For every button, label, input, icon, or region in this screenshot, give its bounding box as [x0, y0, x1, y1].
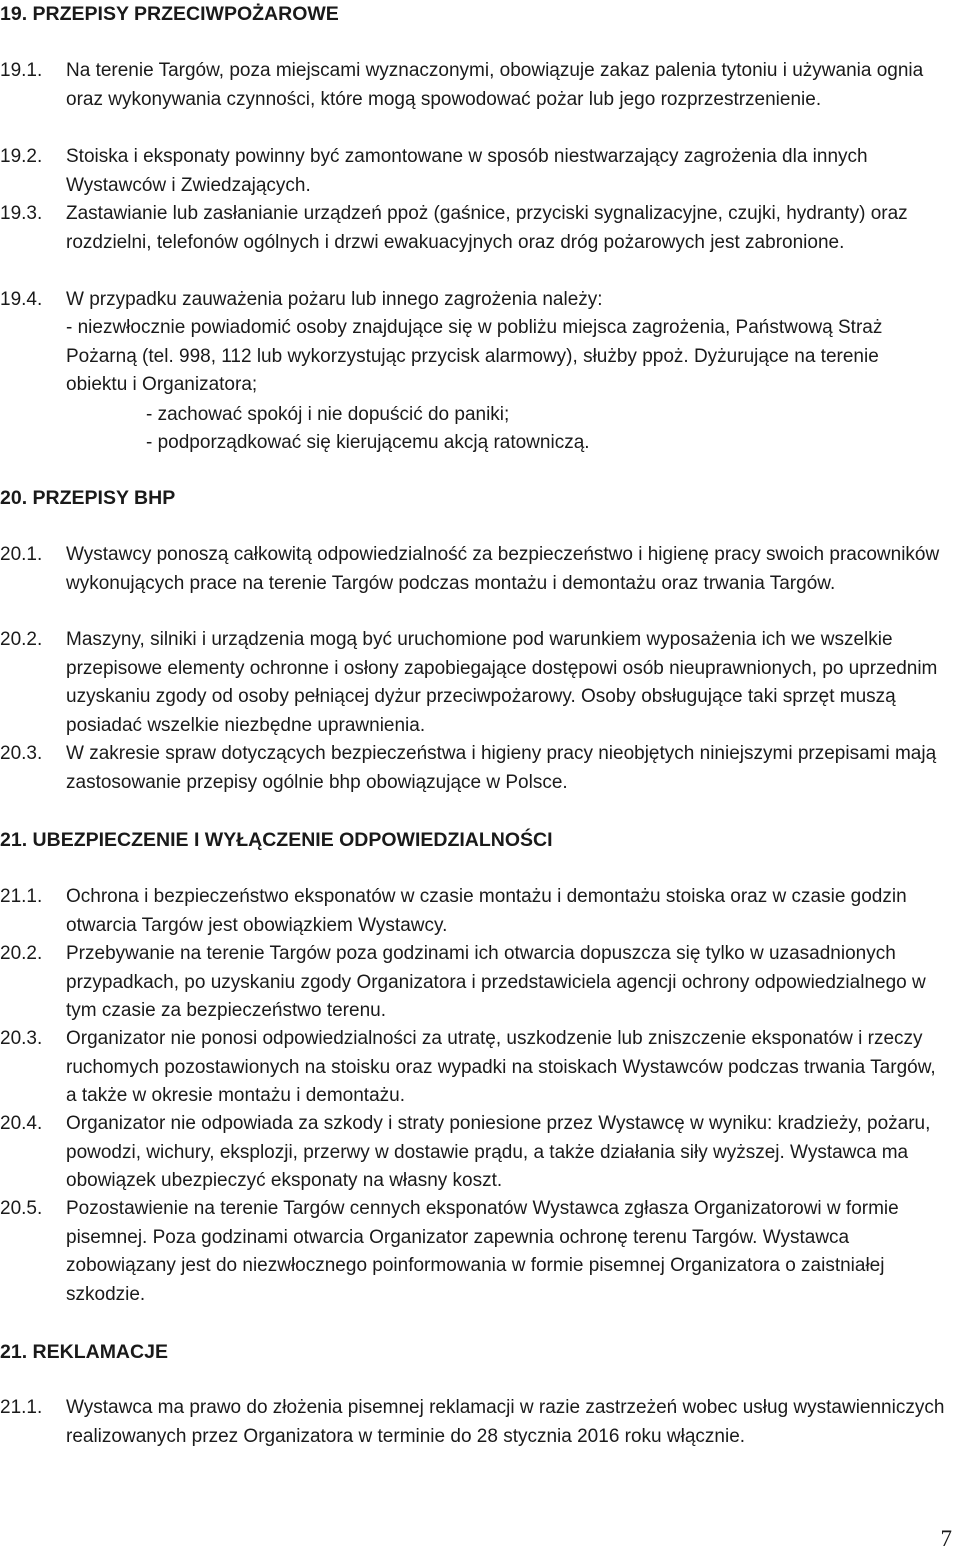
clause-text: Stoiska i eksponaty powinny być zamontowane w sposób niestwarzający zagrożenia dla innych Wystawców i Zwiedzających.: [66, 146, 868, 196]
clause-20-3: [0, 740, 945, 797]
section-19-heading: 19. PRZEPISY PRZECIWPOŻAROWE: [0, 3, 339, 25]
clause-20-1: [0, 541, 945, 598]
page-number: 7: [940, 1526, 952, 1551]
section-21-complaints-heading: 21. REKLAMACJE: [0, 1341, 168, 1363]
clause-text: Na terenie Targów, poza miejscami wyznaczonymi, obowiązuje zakaz palenia tytoniu i używania ognia oraz wykonywania czynności, które mogą spowodować pożar lub jego rozprzestrzenienie.: [66, 60, 924, 110]
clause-number: 19.3.: [0, 203, 43, 224]
clause-19-4-subitem-3: - podporządkować się kierującemu akcją ratowniczą.: [146, 432, 590, 453]
clause-20-2-b: [0, 940, 945, 1026]
clause-text: W przypadku zauważenia pożaru lub innego zagrożenia należy:: [66, 289, 603, 310]
clause-text: Zastawianie lub zasłanianie urządzeń ppoż (gaśnice, przyciski sygnalizacyjne, czujki, hydranty) oraz rozdzielni, telefonów ogólnych i drzwi ewakuacyjnych oraz dróg pożarowych jest zabronione.: [66, 203, 908, 253]
clause-19-4-subitem-2: - zachować spokój i nie dopuścić do paniki;: [146, 404, 510, 425]
clause-text: Organizator nie ponosi odpowiedzialności za utratę, uszkodzenie lub zniszczenie eksponatów i rzeczy ruchomych pozostawionych na stoisku oraz wypadki na stoiskach Wystawców podczas trwania Targów, a także w okresie montażu i demontażu.: [66, 1028, 936, 1107]
clause-20-2: [0, 626, 945, 740]
clause-number: 20.4.: [0, 1113, 43, 1134]
clause-text: Wystawcy ponoszą całkowitą odpowiedzialność za bezpieczeństwo i higienę pracy swoich pracowników wykonujących prace na terenie Targów podczas montażu i demontażu oraz trwania Targów.: [66, 544, 940, 594]
clause-19-2: [0, 143, 945, 200]
clause-text: W zakresie spraw dotyczących bezpieczeństwa i higieny pracy nieobjętych niniejszymi przepisami mają zastosowanie przepisy ogólnie bhp obowiązujące w Polsce.: [66, 743, 937, 793]
clause-text: Organizator nie odpowiada za szkody i straty poniesione przez Wystawcę w wyniku: kradzieży, pożaru, powodzi, wichury, eksplozji, przerwy w dostawie prądu, a także działania siły wyższej. Wystawca ma obowiązek ubezpieczyć eksponaty na własny koszt.: [66, 1113, 931, 1192]
subitem-text: - niezwłocznie powiadomić osoby znajdujące się w pobliżu miejsca zagrożenia, Państwową Straż Pożarną (tel. 998, 112 lub wykorzystując przycisk alarmowy), służby ppoż. Dyżurujące na terenie obiektu i Organizatora;: [66, 317, 883, 396]
clause-19-4-subitem-1: [0, 314, 945, 400]
clause-21-1-complaints: [0, 1394, 945, 1451]
clause-19-4: [0, 286, 945, 315]
clause-number: 19.4.: [0, 289, 43, 310]
clause-20-4-b: [0, 1110, 945, 1196]
clause-19-1: [0, 57, 945, 114]
clause-text: Pozostawienie na terenie Targów cennych eksponatów Wystawca zgłasza Organizatorowi w formie pisemnej. Poza godzinami otwarcia Organizator zapewnia ochronę terenu Targów. Wystawca zobowiązany jest do niezwłocznego poinformowania w formie pisemnej Organizatora o zaistniałej szkodzie.: [66, 1198, 899, 1305]
clause-number: 19.1.: [0, 60, 43, 81]
clause-number: 21.1.: [0, 886, 43, 907]
clause-text: Maszyny, silniki i urządzenia mogą być uruchomione pod warunkiem wyposażenia ich we wszelkie przepisowe elementy ochronne i osłony zapobiegające dostępowi osób nieuprawnionych, po uprzednim uzyskaniu zgody od osoby pełniącej dyżur przeciwpożarowy. Osoby obsługujące taki sprzęt muszą posiadać wszelkie niezbędne uprawnienia.: [66, 629, 938, 736]
clause-number: 20.2.: [0, 629, 43, 650]
clause-number: 19.2.: [0, 146, 43, 167]
clause-19-3: [0, 200, 945, 257]
clause-20-5-b: [0, 1195, 945, 1309]
clause-number: 20.2.: [0, 943, 43, 964]
clause-number: 20.5.: [0, 1198, 43, 1219]
clause-number: 20.3.: [0, 1028, 43, 1049]
section-21-insurance-heading: 21. UBEZPIECZENIE I WYŁĄCZENIE ODPOWIEDZIALNOŚCI: [0, 829, 553, 851]
clause-text: Przebywanie na terenie Targów poza godzinami ich otwarcia dopuszcza się tylko w uzasadnionych przypadkach, po uzyskaniu zgody Organizatora i przedstawiciela agencji ochrony odpowiedzialnego w tym czasie za bezpieczeństwo terenu.: [66, 943, 926, 1022]
clause-text: Ochrona i bezpieczeństwo eksponatów w czasie montażu i demontażu stoiska oraz w czasie godzin otwarcia Targów jest obowiązkiem Wystawcy.: [66, 886, 907, 936]
clause-21-1: [0, 883, 945, 940]
clause-number: 20.3.: [0, 743, 43, 764]
clause-number: 21.1.: [0, 1397, 43, 1418]
clause-text: Wystawca ma prawo do złożenia pisemnej reklamacji w razie zastrzeżeń wobec usług wystawienniczych realizowanych przez Organizatora w terminie do 28 stycznia 2016 roku włącznie.: [66, 1397, 945, 1447]
clause-number: 20.1.: [0, 544, 43, 565]
section-20-heading: 20. PRZEPISY BHP: [0, 487, 176, 509]
clause-20-3-b: [0, 1025, 945, 1111]
